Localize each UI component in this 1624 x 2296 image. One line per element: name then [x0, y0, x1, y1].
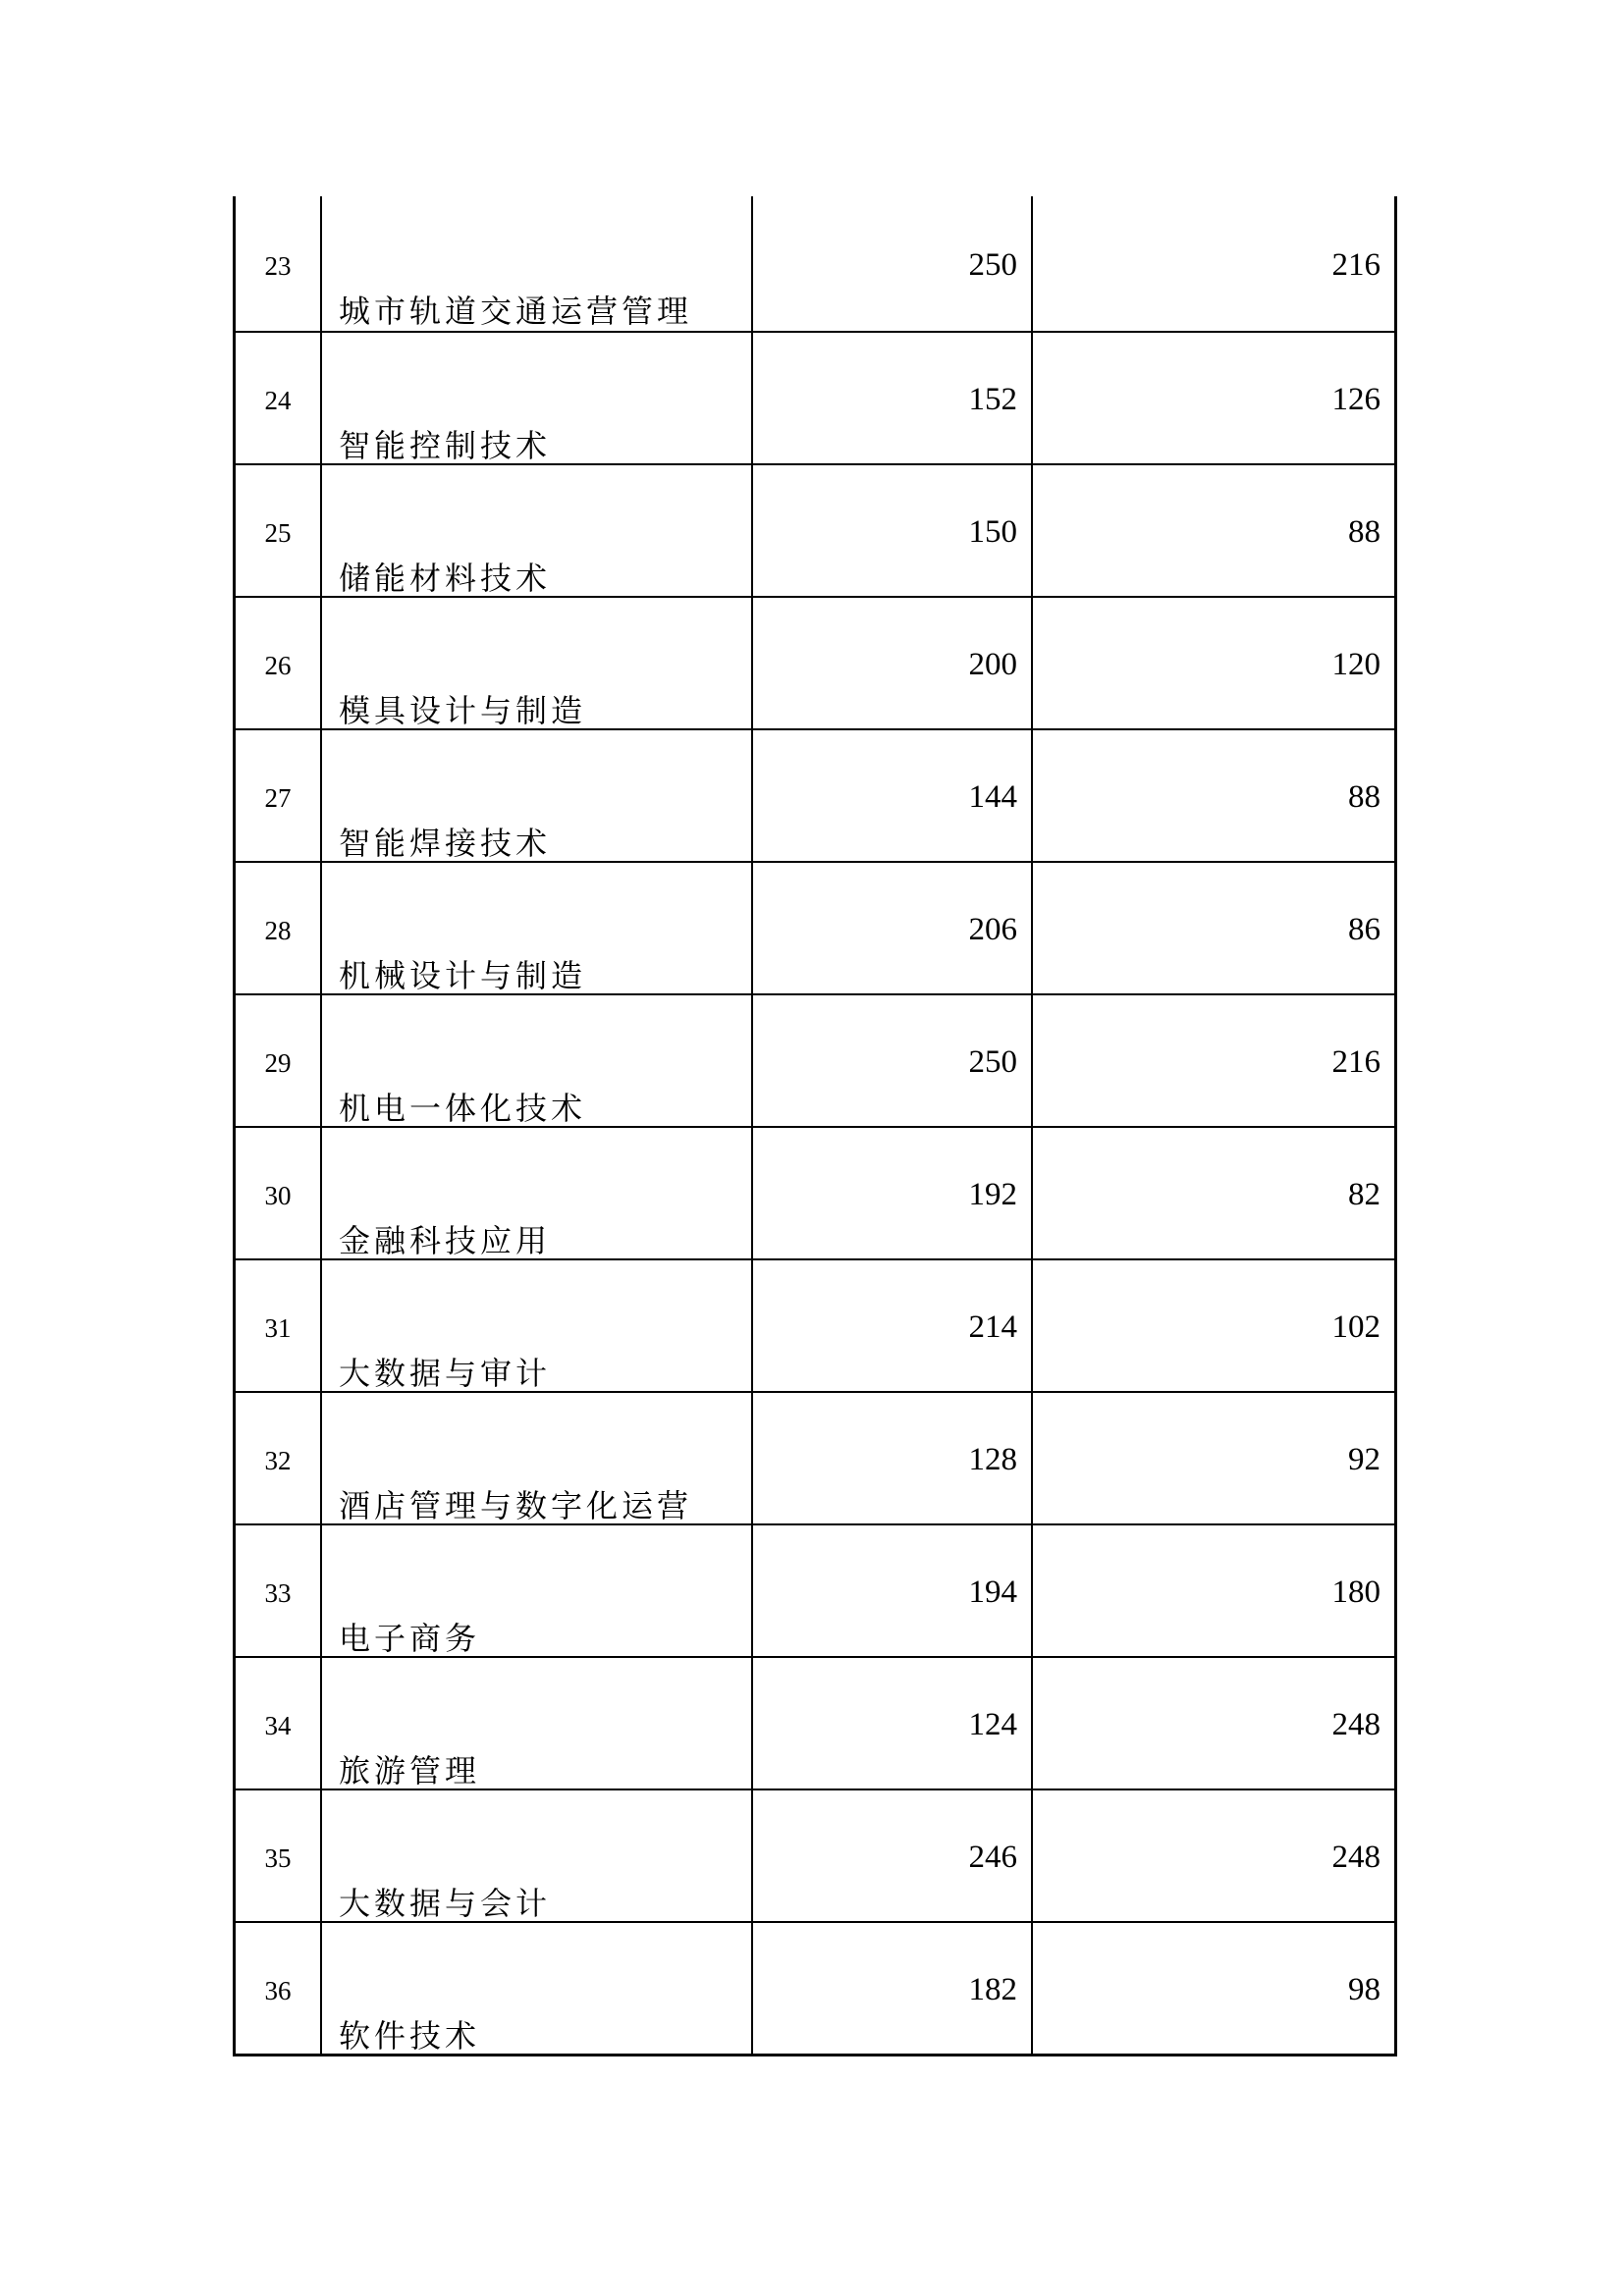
value2-cell [1033, 1923, 1394, 2054]
value2-cell [1033, 1658, 1394, 1789]
table-row [236, 1391, 1394, 1523]
index-cell [236, 465, 322, 596]
value1-cell [753, 1790, 1033, 1921]
table-row [236, 1789, 1394, 1921]
name-cell [322, 1658, 753, 1789]
value2: 248 [1331, 1840, 1380, 1875]
program-name: 酒店管理与数字化运营 [339, 1487, 693, 1524]
value1-cell [753, 995, 1033, 1126]
program-name: 储能材料技术 [339, 560, 552, 597]
enrollment-table [233, 196, 1397, 2056]
index-cell [236, 1790, 322, 1921]
value2-cell [1033, 995, 1394, 1126]
index-cell [236, 1393, 322, 1523]
value1: 152 [968, 382, 1017, 417]
value1: 150 [968, 514, 1017, 550]
row-index: 26 [264, 651, 292, 680]
name-cell [322, 1790, 753, 1921]
value1: 182 [968, 1972, 1017, 2007]
value2-cell [1033, 196, 1394, 331]
row-index: 34 [264, 1711, 292, 1740]
table-row [236, 728, 1394, 861]
value1-cell [753, 1260, 1033, 1391]
program-name: 大数据与审计 [339, 1355, 552, 1392]
index-cell [236, 730, 322, 861]
value2: 86 [1348, 912, 1380, 947]
program-name: 城市轨道交通运营管理 [339, 293, 693, 330]
value1-cell [753, 730, 1033, 861]
value2-cell [1033, 730, 1394, 861]
value1: 194 [968, 1575, 1017, 1610]
table-row [236, 463, 1394, 596]
value1: 144 [968, 779, 1017, 815]
value1-cell [753, 196, 1033, 331]
index-cell [236, 1525, 322, 1656]
row-index: 33 [264, 1578, 292, 1608]
value1-cell [753, 465, 1033, 596]
name-cell [322, 598, 753, 728]
value2: 98 [1348, 1972, 1380, 2007]
name-cell [322, 196, 753, 331]
program-name: 旅游管理 [339, 1752, 481, 1789]
value2: 248 [1331, 1707, 1380, 1742]
value2-cell [1033, 333, 1394, 463]
row-index: 36 [264, 1976, 292, 2005]
value1-cell [753, 1658, 1033, 1789]
index-cell [236, 333, 322, 463]
table-row [236, 993, 1394, 1126]
value1: 124 [968, 1707, 1017, 1742]
row-index: 24 [264, 386, 292, 415]
value2: 92 [1348, 1442, 1380, 1477]
index-cell [236, 196, 322, 331]
value1-cell [753, 333, 1033, 463]
value2: 180 [1331, 1575, 1380, 1610]
row-index: 31 [264, 1313, 292, 1343]
name-cell [322, 1923, 753, 2054]
value1: 250 [968, 1044, 1017, 1080]
value2-cell [1033, 465, 1394, 596]
name-cell [322, 465, 753, 596]
value1: 206 [968, 912, 1017, 947]
value2-cell [1033, 1128, 1394, 1258]
table-row [236, 331, 1394, 463]
program-name: 智能控制技术 [339, 427, 552, 464]
program-name: 模具设计与制造 [339, 692, 587, 729]
row-index: 27 [264, 783, 292, 813]
index-cell [236, 863, 322, 993]
table-row [236, 196, 1394, 331]
name-cell [322, 730, 753, 861]
value2-cell [1033, 1393, 1394, 1523]
program-name: 智能焊接技术 [339, 825, 552, 862]
table-row [236, 1523, 1394, 1656]
table-row [236, 596, 1394, 728]
name-cell [322, 1260, 753, 1391]
name-cell [322, 1393, 753, 1523]
value2: 216 [1331, 1044, 1380, 1080]
value1-cell [753, 598, 1033, 728]
value2: 82 [1348, 1177, 1380, 1212]
index-cell [236, 1260, 322, 1391]
value1-cell [753, 1393, 1033, 1523]
index-cell [236, 1128, 322, 1258]
value1: 200 [968, 647, 1017, 682]
value1: 246 [968, 1840, 1017, 1875]
value2: 216 [1331, 247, 1380, 283]
name-cell [322, 995, 753, 1126]
name-cell [322, 1525, 753, 1656]
table-row [236, 1656, 1394, 1789]
value1: 250 [968, 247, 1017, 283]
value2-cell [1033, 1525, 1394, 1656]
value1-cell [753, 1128, 1033, 1258]
program-name: 电子商务 [339, 1620, 481, 1657]
value2-cell [1033, 1790, 1394, 1921]
program-name: 软件技术 [339, 2017, 481, 2055]
row-index: 30 [264, 1181, 292, 1210]
value2: 102 [1331, 1309, 1380, 1345]
value2-cell [1033, 598, 1394, 728]
program-name: 机电一体化技术 [339, 1090, 587, 1127]
index-cell [236, 995, 322, 1126]
table-row [236, 1126, 1394, 1258]
name-cell [322, 333, 753, 463]
program-name: 机械设计与制造 [339, 957, 587, 994]
table-row [236, 861, 1394, 993]
row-index: 23 [264, 251, 292, 281]
row-index: 32 [264, 1446, 292, 1475]
value2-cell [1033, 1260, 1394, 1391]
value1: 128 [968, 1442, 1017, 1477]
row-index: 25 [264, 518, 292, 548]
row-index: 28 [264, 916, 292, 945]
value1: 192 [968, 1177, 1017, 1212]
value2: 126 [1331, 382, 1380, 417]
value2: 88 [1348, 514, 1380, 550]
value1-cell [753, 1525, 1033, 1656]
program-name: 金融科技应用 [339, 1222, 552, 1259]
index-cell [236, 1658, 322, 1789]
value1-cell [753, 863, 1033, 993]
index-cell [236, 1923, 322, 2054]
value1-cell [753, 1923, 1033, 2054]
value2: 88 [1348, 779, 1380, 815]
value2: 120 [1331, 647, 1380, 682]
row-index: 35 [264, 1843, 292, 1873]
index-cell [236, 598, 322, 728]
name-cell [322, 863, 753, 993]
value1: 214 [968, 1309, 1017, 1345]
row-index: 29 [264, 1048, 292, 1078]
table-row [236, 1258, 1394, 1391]
program-name: 大数据与会计 [339, 1885, 552, 1922]
table-row [236, 1921, 1394, 2054]
value2-cell [1033, 863, 1394, 993]
name-cell [322, 1128, 753, 1258]
